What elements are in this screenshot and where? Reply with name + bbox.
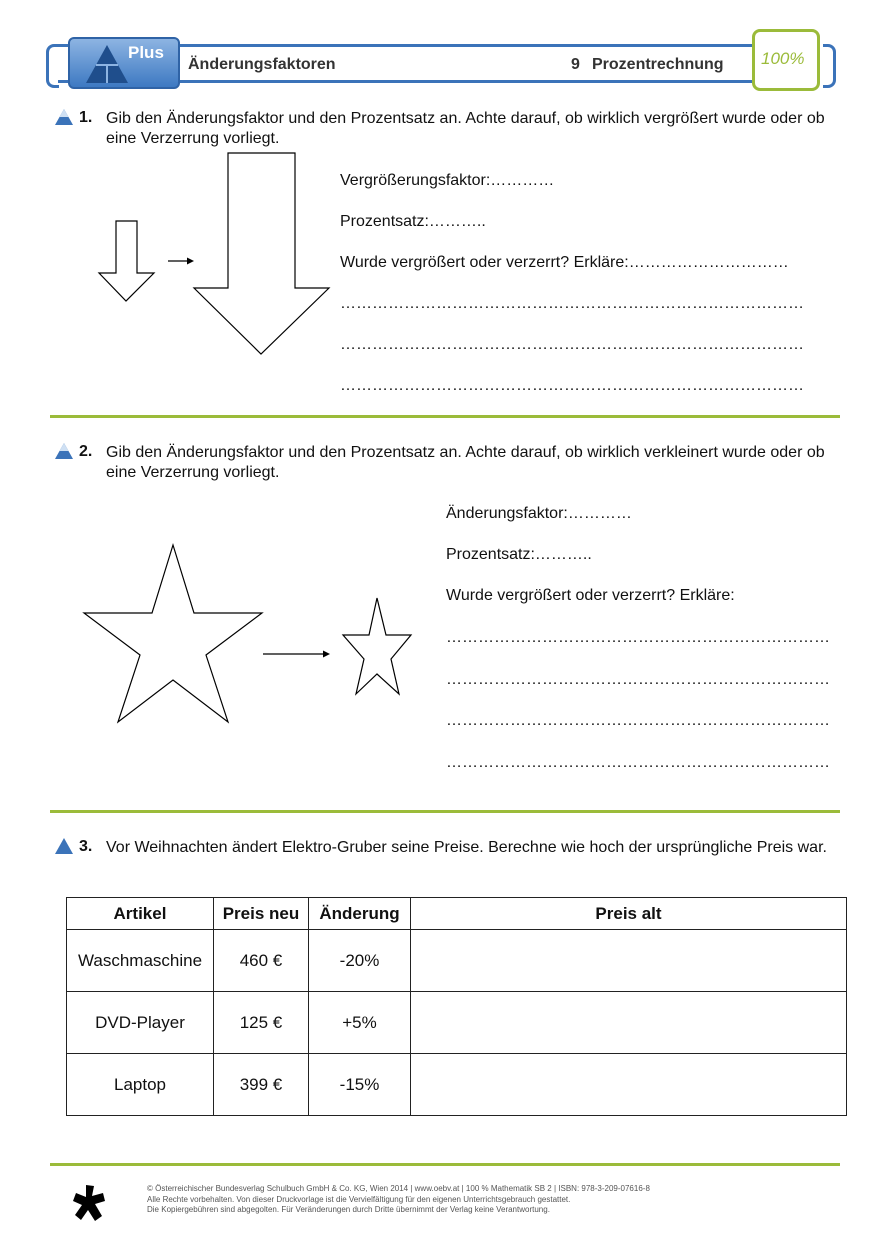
column-header: Änderung	[309, 898, 411, 930]
task2-answer-line[interactable]: ………………………………………………………………	[446, 671, 830, 688]
footer-rights: Alle Rechte vorbehalten. Von dieser Druckvorlage ist die Vervielfältigung für den eigenen Unterrichtsgebrauch gestattet.	[147, 1194, 571, 1204]
change-cell: -15%	[309, 1054, 411, 1116]
task1-percent-field[interactable]: Prozentsatz:………..	[340, 213, 486, 230]
task1-answer-line[interactable]: ……………………………………………………………………………	[340, 336, 804, 353]
table-row	[67, 992, 847, 1054]
task2-factor-field[interactable]: Änderungsfaktor:…………	[446, 505, 632, 522]
task2-answer-line[interactable]: ………………………………………………………………	[446, 629, 830, 646]
task1-factor-field[interactable]: Vergrößerungsfaktor:…………	[340, 172, 555, 189]
chapter-title: Prozentrechnung	[592, 56, 724, 73]
badge-text: 100%	[761, 49, 805, 68]
column-header: Preis neu	[214, 898, 309, 930]
task1-answer-line[interactable]: ……………………………………………………………………………	[340, 377, 804, 394]
old-price-answer-cell[interactable]	[411, 930, 847, 992]
small-star-shape	[343, 598, 411, 694]
task2-text: Gib den Änderungsfaktor und den Prozentsatz an. Achte darauf, ob wirklich verkleinert wurde oder ob eine Verzerrung vorliegt.	[106, 444, 825, 481]
task2-question-field[interactable]: Wurde vergrößert oder verzerrt? Erkläre:	[446, 587, 735, 604]
price-table	[66, 897, 847, 1116]
column-header: Preis alt	[411, 898, 847, 930]
task1-question-field[interactable]: Wurde vergrößert oder verzerrt? Erkläre:…………………………	[340, 254, 789, 271]
chapter-number: 9	[571, 56, 580, 73]
large-star-shape	[84, 545, 262, 722]
task1-number: 1.	[79, 109, 93, 126]
column-header: Artikel	[67, 898, 214, 930]
old-price-answer-cell[interactable]	[411, 1054, 847, 1116]
task2-answer-line[interactable]: ………………………………………………………………	[446, 712, 830, 729]
task3-text: Vor Weihnachten ändert Elektro-Gruber seine Preise. Berechne wie hoch der ursprüngliche Preis war.	[106, 839, 827, 856]
table-row	[67, 930, 847, 992]
footer-disclaimer: Die Kopiergebühren sind abgegolten. Für Veränderungen durch Dritte übernimmt der Verlag keine Verantwortung.	[147, 1205, 550, 1214]
new-price-cell: 399 €	[214, 1054, 309, 1116]
task2-answer-line[interactable]: ………………………………………………………………	[446, 754, 830, 771]
task1-text: Gib den Änderungsfaktor und den Prozentsatz an. Achte darauf, ob wirklich vergrößert wurde oder ob eine Verzerrung vorliegt.	[106, 110, 825, 147]
table-header-row	[67, 898, 847, 930]
level-triangle-icon	[54, 837, 74, 855]
change-cell: +5%	[309, 992, 411, 1054]
task3-number: 3.	[79, 838, 93, 855]
old-price-answer-cell[interactable]	[411, 992, 847, 1054]
change-cell: -20%	[309, 930, 411, 992]
logo-text: Plus	[128, 43, 164, 62]
section-divider	[50, 810, 840, 813]
task2-number: 2.	[79, 443, 93, 460]
footer-divider	[50, 1163, 840, 1166]
task2-percent-field[interactable]: Prozentsatz:………..	[446, 546, 592, 563]
page-title: Änderungsfaktoren	[188, 56, 336, 73]
publisher-logo-icon	[72, 1183, 108, 1223]
footer-copyright: © Österreichischer Bundesverlag Schulbuch GmbH & Co. KG, Wien 2014 | www.oebv.at | 100 % Mathematik SB 2 | ISBN: 978-3-209-07616-8	[147, 1184, 650, 1193]
new-price-cell: 125 €	[214, 992, 309, 1054]
table-row	[67, 1054, 847, 1116]
new-price-cell: 460 €	[214, 930, 309, 992]
footer-legal	[147, 1184, 650, 1216]
article-cell: DVD-Player	[67, 992, 214, 1054]
task1-answer-line[interactable]: ……………………………………………………………………………	[340, 295, 804, 312]
article-cell: Laptop	[67, 1054, 214, 1116]
article-cell: Waschmaschine	[67, 930, 214, 992]
